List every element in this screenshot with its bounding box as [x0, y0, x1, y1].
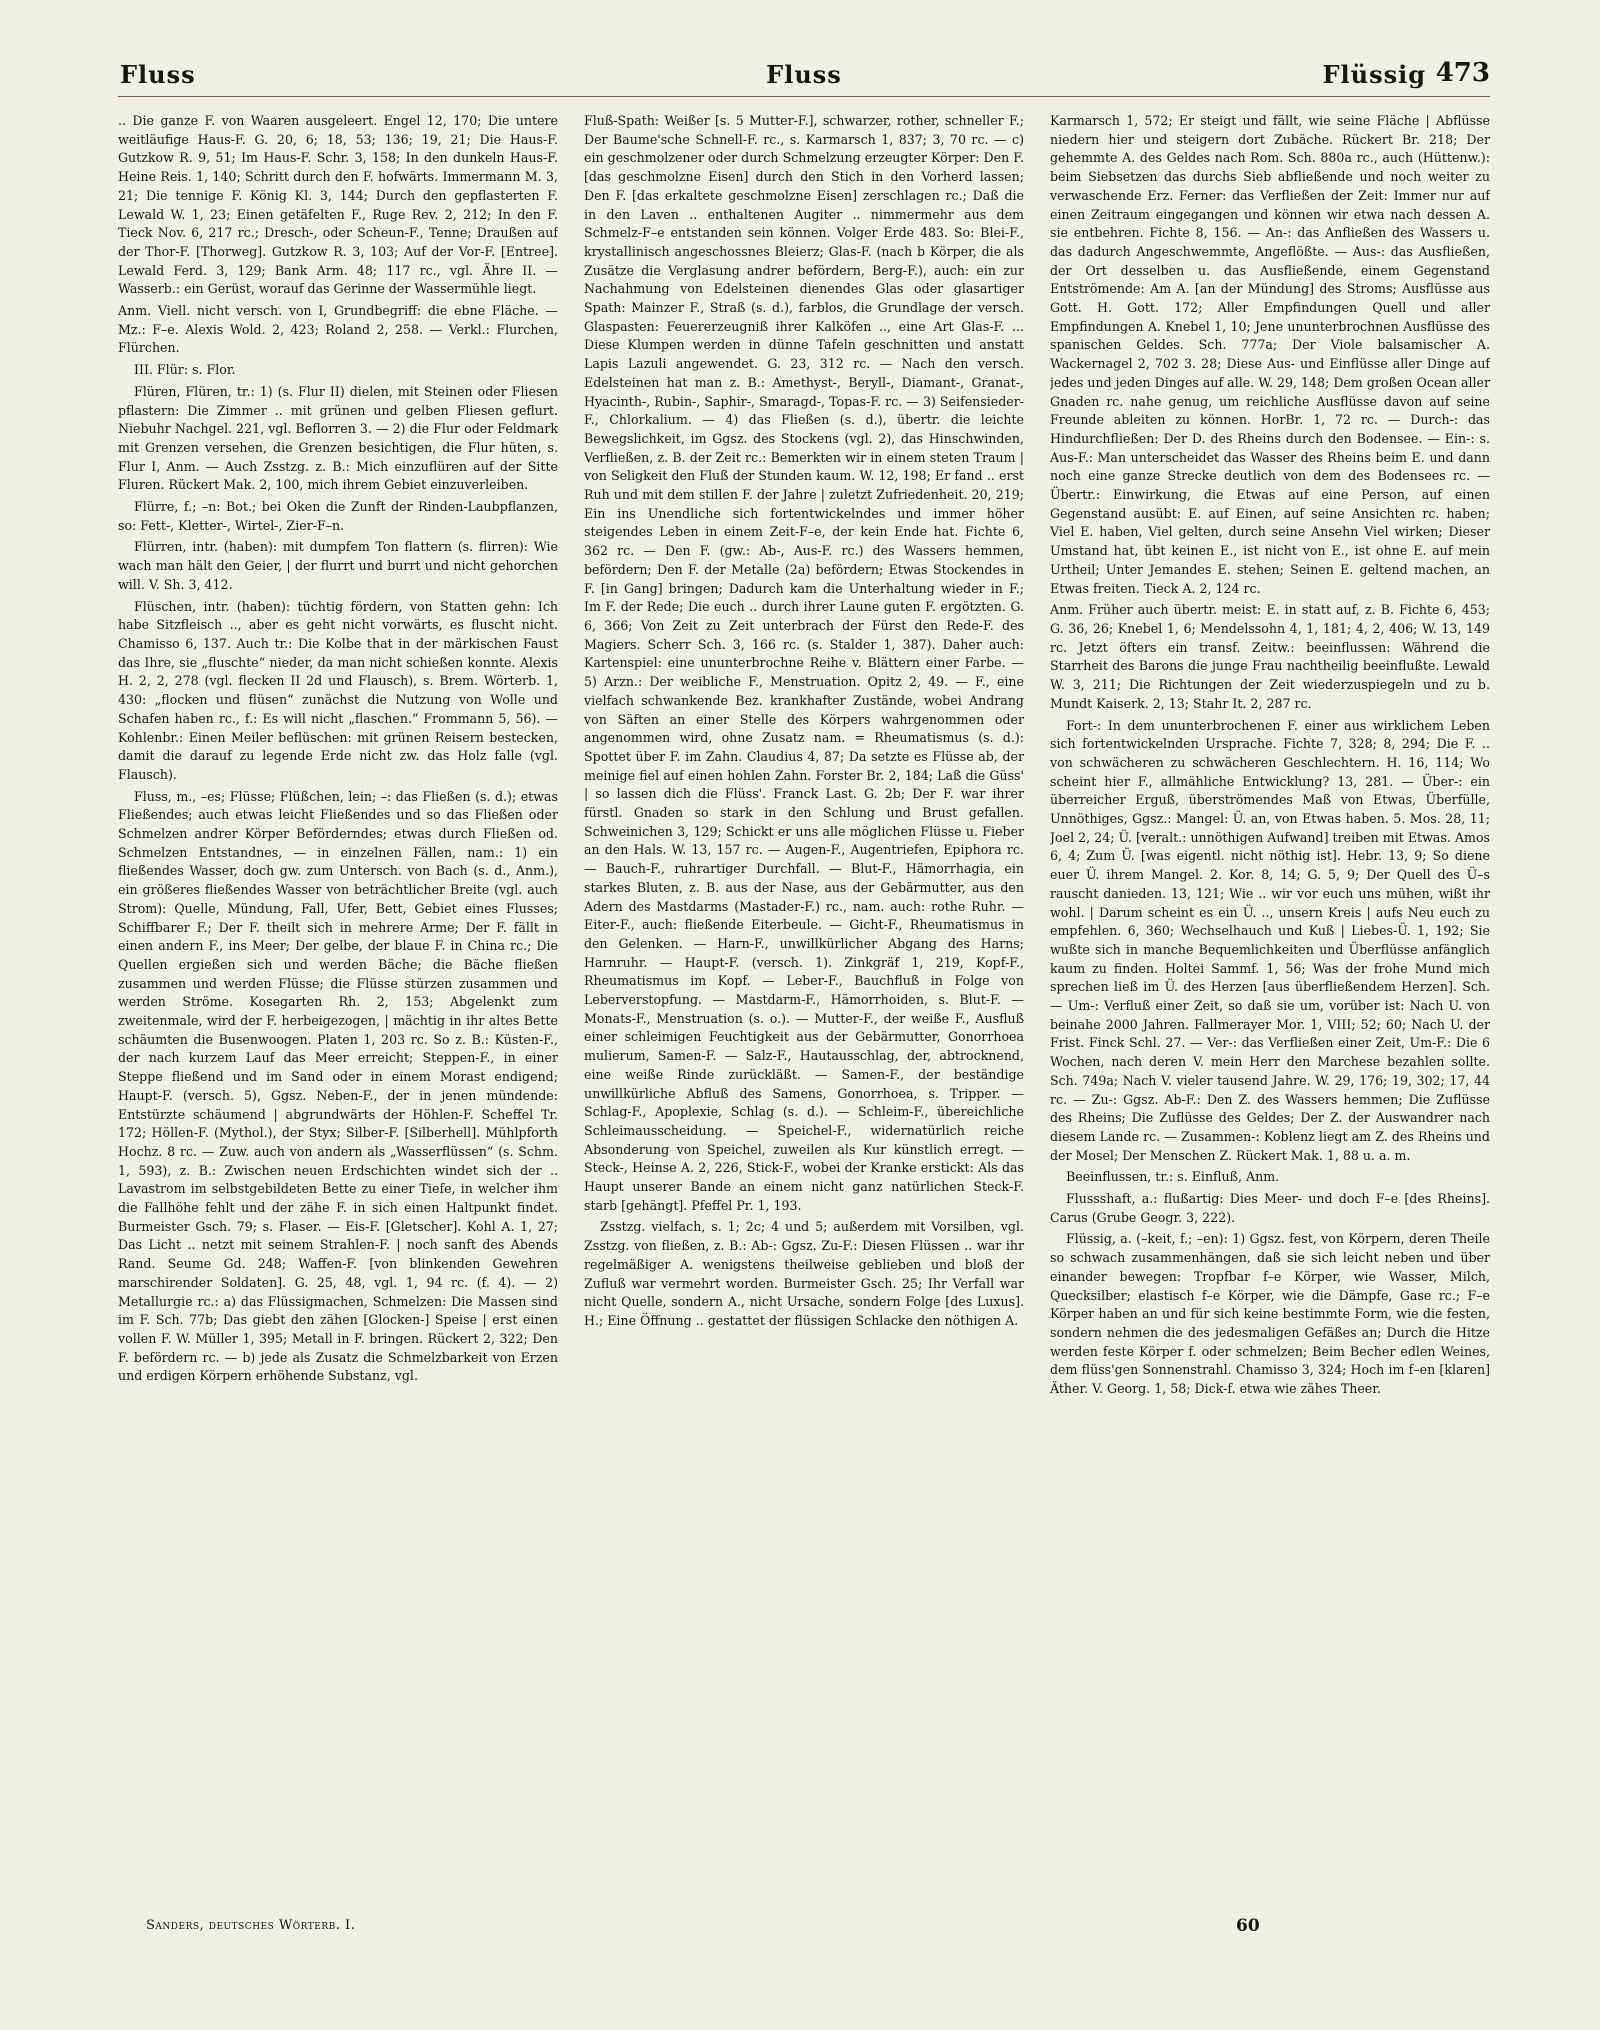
entry-continuation: Fluß-Spath: Weißer [s. 5 Mutter-F.], schwarzer, rother, schneller F.; Der Baume'sche Schnell-F. rc., s. Karmarsch 1, 837; 3, 70 rc. — c) ein geschmolzener oder durch Schmelzung erzeugter Körper: Den F. [das geschmolzne Eisen] durch den Stich in den Vorherd lassen; Den F. [das erkaltete geschmolzne Eisen] zerschlagen rc.; Daß die in den Laven .. enthaltenen Augiter .. nimmermehr aus dem Schmelz-F–e entstanden sein können. Volger Erde 483. So: Blei-F., krystallinisch angeschossnes Bleierz; Glas-F. (nach b Körper, die als Zusätze die Verglasung andrer befördern, Berg-F.), auch: ein zur Nachahmung von Edelsteinen dienendes Glas oder glasartiger Spath: Mainzer F., Straß (s. d.), farblos, die Grundlage der versch. Glaspasten: Feuererzeugniß ihrer Kalköfen .., eine Art Glas-F. ... Diese Klumpen werden in dünne Tafeln geschnitten und anstatt Lapis Lazuli angewendet. G. 23, 312 rc. — Nach den versch. Edelsteinen hat man z. B.: Amethyst-, Beryll-, Diamant-, Granat-, Hyacinth-, Rubin-, Saphir-, Smaragd-, Topas-F. rc. — 3) Seifensieder-F., Chlorkalium. — 4) das Fließen (s. d.), übertr. die leichte Bewegslichkeit, im Ggsz. des Stockens (vgl. 2), das Hinschwinden, Verfließen, z. B. der Zeit rc.: Bemerkten wir in einem steten Traum | von Seligkeit den Fluß der Stunden kaum. W. 12, 198; Er fand .. erst Ruh und mit dem stillen F. der Jahre | zuletzt Zufriedenheit. 20, 219; Ein ins Unendliche sich fortentwickelndes und immer höher steigendes Leben in einem Zeit-F–e, der kein Ende hat. Fichte 6, 362 rc. — Den F. (gw.: Ab-, Aus-F. rc.) des Wassers hemmen, befördern; Den F. der Metalle (2a) befördern; Etwas Stockendes in F. [in Gang] bringen; Dadurch kam die Unterhaltung wieder in F.; Im F. der Rede; Die euch .. durch ihrer Laune guten F. ergötzten. G. 6, 366; Von Zeit zu Zeit unterbrach der Fürst den Rede-F. des Magiers. Scherr Sch. 3, 166 rc. (s. Stalder 1, 387). Daher auch: Kartenspiel: eine ununterbrochne Reihe v. Blättern einer Farbe. — 5) Arzn.: Der weibliche F., Menstruation. Opitz 2, 49. — F., eine vielfach schwankende Bez. krankhafter Zustände, wobei Andrang von Säften an einer Stelle des Körpers wahrgenommen oder angenommen wird, ohne Zusatz nam. = Rheumatismus (s. d.): Spottet über F. im Zahn. Claudius 4, 87; Da setzte es Flüsse ab, der meinige fiel auf einen hohlen Zahn. Forster Br. 2, 184; Laß die Güss' | so lassen dich die Flüss'. Franck Last. G. 2b; Der F. war ihrer fürstl. Gnaden so stark in den Schlung und Brust gefallen. Schweinichen 3, 129; Schickt er uns alle möglichen Flüsse u. Fieber an den Hals. W. 13, 157 rc. — Augen-F., Augentriefen, Epiphora rc. — Bauch-F., ruhrartiger Durchfall. — Blut-F., Hämorrhagia, ein starkes Bluten, z. B. aus der Nase, aus der Gebärmutter, aus den Adern des Mastdarms (Mastader-F.) rc., nam. auch: rothe Ruhr. — Eiter-F., auch: fließende Eiterbeule. — Gicht-F., Rheumatismus in den Gelenken. — Harn-F., unwillkürlicher Abgang des Harns; Harnruhr. — Haupt-F. (versch. 1). Zinkgräf 1, 219, Kopf-F., Rheumatismus im Kopf. — Leber-F., Bauchfluß in Folge von Leberverstopfung. — Mastdarm-F., Hämorrhoiden, s. Blut-F. — Monats-F., Menstruation (s. o.). — Mutter-F., der weiße F., Ausfluß einer schleimigen Feuchtigkeit aus der Gebärmutter, Gonorrhoea mulierum, Samen-F. — Salz-F., Hautausschlag, der, abtrocknend, eine weiße Rinde zurückläßt. — Samen-F., der beständige unwillkürliche Abfluß des Samens, Gonorrhoea, s. Tripper. — Schlag-F., Apoplexie, Schlag (s. d.). — Schleim-F., übereichliche Schleimausscheidung. — Speichel-F., widernatürlich reiche Absonderung von Speichel, zuweilen als Kur künstlich erregt. — Steck-, Heinse A. 2, 226, Stick-F., wobei der Kranke erstickt: Als das Haupt unserer Bande an einem nicht ganz natürlichen Steck-F. starb [gehängt]. Pfeffel Pr. 1, 193.	[584, 113, 1024, 1213]
running-head-center: Fluss	[766, 60, 842, 89]
column-3	[1050, 112, 1490, 1912]
footer-title: Sanders, deutsches Wörterb. I.	[146, 1918, 356, 1933]
entry-continuation: Karmarsch 1, 572; Er steigt und fällt, wie seine Fläche | Abflüsse niedern hier und steigern dort Zubäche. Rückert Br. 218; Der gehemmte A. des Geldes nach Rom. Sch. 880a rc., auch (Hüttenw.): beim Siebsetzen das durchs Sieb abfließende und noch weiter zu verwaschende Erz. Ferner: das Verfließen der Zeit: Immer nur auf einen Zeitraum eingegangen und können wir etwa nach dessen A. sie entbehren. Fichte 8, 156. — An-: das Anfließen des Wassers u. das dadurch Angeschwemmte, Angeflößte. — Aus-: das Ausfließen, der Ort desselben u. das Ausfließende, einem Gegenstand Entströmende: Am A. [an der Mündung] des Stroms; Ausflüsse aus Gott. H. Gott. 172; Aller Empfindungen Quell und aller Empfindungen A. Knebel 1, 10; Jene ununterbrochnen Ausflüsse des spanischen Geldes. Sch. 777a; Der Viole balsamischer A. Wackernagel 2, 702 3. 28; Diese Aus- und Einflüsse aller Dinge auf jedes und jeden Dinges auf alle. W. 29, 148; Dem großen Ocean aller Gnaden rc. nahe genug, um reichliche Ausflüsse davon auf seine Freunde ableiten zu können. HorBr. 1, 72 rc. — Durch-: das Hindurchfließen: Der D. des Rheins durch den Bodensee. — Ein-: s. Aus-F.: Man unterscheidet das Wasser des Rheins beim E. und dann noch eine ganze Strecke deutlich von dem des Bodensees rc. — Übertr.: Einwirkung, die Etwas auf eine Person, auf einen Gegenstand ausübt: E. auf Einen, auf seine Ansichten rc. haben; Viel E. haben, Viel gelten, durch seine Ansehn Viel wirken; Dieser Umstand hat, übt keinen E., ist nicht von E., ist ohne E. auf mein Urtheil; Unter Jemandes E. stehen; Seinen E. geltend machen, an Etwas freiten. Tieck A. 2, 124 rc.	[1050, 113, 1490, 596]
text-columns	[118, 112, 1490, 1912]
dictionary-entry: Fluss, m., –es; Flüsse; Flüßchen, lein; –: das Fließen (s. d.); etwas Fließendes; auch etwas leicht Fließendes und so das Fließen oder Schmelzen andrer Körper Beförderndes; etwas durch Fließen od. Schmelzen Entstandnes, — in einzelnen Fällen, nam.: 1) ein fließendes Wasser, doch gw. zum Untersch. von Bach (s. d., Anm.), ein größeres fließendes Wasser von beträchtlicher Breite (vgl. auch Strom): Quelle, Mündung, Fall, Ufer, Bett, Gebiet eines Flusses; Schiffbarer F.; Der F. theilt sich in mehrere Arme; Der F. fällt in einen andern F., ins Meer; Der gelbe, der blaue F. in China rc.; Die Quellen ergießen sich und werden Bäche; die Bäche fließen zusammen und werden Flüsse; die Flüsse stürzen zusammen und werden Ströme. Kosegarten Rh. 2, 153; Abgelenkt zum zweitenmale, wird der F. herbeigezogen, | mächtig in ihr altes Bette schäumten die Busenwoogen. Platen 1, 203 rc. So z. B.: Küsten-F., der nach kurzem Lauf das Meer erreicht; Steppen-F., in einer Steppe fließend und im Sand oder in einem Morast endigend; Haupt-F. (versch. 5), Ggsz. Neben-F., der in jenen mündende: Entstürzte schäumend | abgrundwärts der Höhlen-F. Scheffel Tr. 172; Höllen-F. (Mythol.), der Styx; Silber-F. [Silberhell]. Mühlpforth Hochz. 8 rc. — Zuw. auch von andern als „Wasserflüssen“ (s. Schm. 1, 593), z. B.: Zwischen neuen Erdschichten windet sich der .. Lavastrom im selbstgebildeten Bette zu einer Tiefe, in welcher ihm die Fallhöhe fehlt und der zähe F. in sich einen Haltpunkt findet. Burmeister Gsch. 79; s. Flaser. — Eis-F. [Gletscher]. Kohl A. 1, 27; Das Licht .. netzt mit seinem Strahlen-F. | noch sanft des Abends Rand. Seume Gd. 248; Waffen-F. [von blinkenden Gewehren marschirender Soldaten]. G. 25, 48, vgl. 1, 94 rc. (f. 4). — 2) Metallurgie rc.: a) das Flüssigmachen, Schmelzen: Die Massen sind im F. Sch. 77b; Das giebt den zähen [Glocken-] Speise | erst einen vollen F. W. Müller 1, 395; Metall in F. bringen. Rückert 2, 322; Den F. befördern rc. — b) jede als Zusatz die Schmelzbarkeit von Erzen und erdigen Körpern erhöhende Substanz, vgl.	[118, 788, 558, 1384]
dictionary-entry: Flüren, Flüren, tr.: 1) (s. Flur II) dielen, mit Steinen oder Fliesen pflastern: Die Zimmer .. mit grünen und gelben Fliesen geflurt. Niebuhr Nachgel. 221, vgl. Beflorren 3. — 2) die Flur oder Feldmark mit Grenzen versehen, die Grenzen besichtigen, die Flur hüten, s. Flur I, Anm. — Auch Zsstzg. z. B.: Mich einzuflüren auf der Sitte Fluren. Rückert Mak. 2, 100, mich ihrem Gebiet einzuverleiben.	[118, 383, 558, 493]
entry-continuation: Anm. Viell. nicht versch. von I, Grundbegriff: die ebne Fläche. — Mz.: F–e. Alexis Wold. 2, 423; Roland 2, 258. — Verkl.: Flurchen, Flürchen.	[118, 303, 558, 356]
dictionary-entry: Zsstzg. vielfach, s. 1; 2c; 4 und 5; außerdem mit Vorsilben, vgl. Zsstzg. von fließen, z. B.: Ab-: Ggsz. Zu-F.: Diesen Flüssen .. war ihr regelmäßiger A. wenigstens theilweise geblieben und bloß der Zufluß war vermehrt worden. Burmeister Gsch. 25; Ihr Verfall war nicht Quelle, sondern A., nicht Ursache, sondern Folge [des Luxus]. H.; Eine Öffnung .. gestattet der flüssigen Schlacke den nöthigen A.	[584, 1219, 1024, 1328]
running-head-right: Flüssig	[1322, 60, 1426, 89]
dictionary-entry: Flussshaft, a.: flußartig: Dies Meer- und doch F–e [des Rheins]. Carus (Grube Geogr. 3, 222).	[1050, 1191, 1490, 1225]
column-2	[584, 112, 1024, 1912]
running-head	[118, 56, 1490, 97]
entry-continuation: .. Die ganze F. von Waaren ausgeleert. Engel 12, 170; Die untere weitläufige Haus-F. G. 20, 6; 18, 53; 136; 19, 21; Die Haus-F. Gutzkow R. 9, 51; Im Haus-F. Schr. 3, 158; In den dunkeln Haus-F. Heine Reis. 1, 140; Schritt durch den F. hofwärts. Immermann M. 3, 21; Die tennige F. König Kl. 3, 144; Durch den gepflasterten F. Lewald W. 1, 23; Einen getäfelten F., Ruge Rev. 2, 212; In den F. Tieck Nov. 6, 217 rc.; Dresch-, oder Scheun-F., Tenne; Draußen auf der Thor-F. [Thorweg]. Gutzkow R. 3, 103; Auf der Vor-F. [Entree]. Lewald Ferd. 3, 129; Bank Arm. 48; 117 rc., vgl. Ähre II. — Wasserb.: ein Gerüst, worauf das Gerinne der Wassermühle liegt.	[118, 113, 558, 297]
running-head-left: Fluss	[120, 60, 196, 89]
column-1	[118, 112, 558, 1912]
dictionary-entry: Flüssig, a. (–keit, f.; –en): 1) Ggsz. fest, von Körpern, deren Theile so schwach zusammenhängen, daß sie sich leicht neben und über einander bewegen: Tropfbar f–e Körper, wie Wasser, Milch, Quecksilber; elastisch f–e Körper, wie die Dämpfe, Gase rc.; F–e Körper haben an und für sich keine bestimmte Form, wie die festen, sondern nehmen die des jedesmaligen Gefäßes an; Durch die Hitze werden feste Körper f. oder schmelzen; Beim Becher edlen Weines, dem flüss'gen Sonnenstrahl. Chamisso 3, 324; Hoch im f–en [klaren] Äther. V. Georg. 1, 58; Dick-f. etwa wie zähes Theer.	[1050, 1231, 1490, 1397]
dictionary-entry: Flürren, intr. (haben): mit dumpfem Ton flattern (s. flirren): Wie wach man hält den Geier, | der flurrt und burrt und nicht gehorchen will. V. Sh. 3, 412.	[118, 539, 558, 592]
dictionary-entry: Flüschen, intr. (haben): tüchtig fördern, von Statten gehn: Ich habe Sitzfleisch .., aber es geht nicht vorwärts, es fluscht nicht. Chamisso 6, 137. Auch tr.: Die Kolbe that in der märkischen Faust das Ihre, sie „fluschte“ nieder, da man nicht schießen konnte. Alexis H. 2, 2, 278 (vgl. flecken II 2d und Flausch), s. Brem. Wörterb. 1, 430: „flocken und flüsen“ zunächst die Nutzung von Wolle und Schafen haben rc., f.: Es will nicht „flaschen.“ Frommann 5, 56). — Kohlenbr.: Einen Meiler beflüschen: mit grünen Reisern bestecken, damit die darauf zu legende Erde nicht zw. das Holz falle (vgl. Flausch).	[118, 598, 558, 782]
dictionary-entry: Flürre, f.; –n: Bot.; bei Oken die Zunft der Rinden-Laubpflanzen, so: Fett-, Kletter-, Wirtel-, Zier-F–n.	[118, 499, 558, 533]
dictionary-entry: Beeinflussen, tr.: s. Einfluß, Anm.	[1066, 1169, 1280, 1185]
signature-mark: 60	[1236, 1916, 1260, 1936]
dictionary-entry: III. Flür: s. Flor.	[134, 362, 236, 378]
entry-continuation: Anm. Früher auch übertr. meist: E. in statt auf, z. B. Fichte 6, 453; G. 36, 26; Knebel 1, 6; Mendelssohn 4, 1, 181; 4, 2, 406; W. 13, 149 rc. Jetzt öfters ein transf. Zeitw.: beeinflussen: Während die Starrheit des Barons die junge Frau nachtheilig beeinflußte. Lewald W. 3, 211; Die Richtungen der Zeit wiederzuspiegeln und zu b. Mundt Kaiserk. 2, 13; Stahr It. 2, 287 rc.	[1050, 602, 1490, 711]
page-number: 473	[1435, 58, 1490, 88]
dictionary-entry: Fort-: In dem ununterbrochenen F. einer aus wirklichem Leben sich fortentwickelnden Ursprache. Fichte 7, 328; 8, 294; Die F. .. von schwächeren zu schwächeren Geschlechtern. H. 16, 114; Wo scheint hier F., allmähliche Entwicklung? 13, 281. — Über-: ein überreicher Erguß, überströmendes Maß von Etwas, Überfülle, Unnöthiges, Ggsz.: Mangel: Ü. an, von Etwas haben. 5. Mos. 28, 11; Joel 2, 24; Ü. [veralt.: unnöthigen Aufwand] treiben mit Etwas. Amos 6, 4; Zum Ü. [was eigentl. nicht nöthig ist]. Hebr. 13, 9; So diene euer Ü. ihrem Mangel. 2. Kor. 8, 14; G. 5, 9; Der Quell des Ü–s rauscht danieden. 13, 121; Wie .. wir vor euch uns mühen, wißt ihr wohl. | Darum scheint es ein Ü. .., unsern Kreis | aufs Neu euch zu empfehlen. 6, 360; Wechselhauch und Kuß | Liebes-Ü. 1, 192; Sie wußte sich in manche Bequemlichkeiten und Überflüsse anfänglich kaum zu finden. Holtei Sammf. 1, 56; Was der frohe Mund mich sprechen ließ im Ü. des Herzen [aus überfließendem Herzen]. Sch. — Um-: Verfluß einer Zeit, so daß sie um, vorüber ist: Nach U. von beinahe 2000 Jahren. Fallmerayer Mor. 1, VIII; 52; 60; Nach U. der Frist. Finck Schl. 27. — Ver-: das Verfließen einer Zeit, Um-F.: Die 6 Wochen, nach deren V. mein Herr den Marchese bezahlen sollte. Sch. 749a; Nach V. vieler tausend Jahre. W. 29, 176; 19, 302; 17, 44 rc. — Zu-: Ggsz. Ab-F.: Den Z. des Wassers hemmen; Die Zuflüsse des Rheins; Die Zuflüsse des Geldes; Der Z. der Auswandrer nach diesem Lande rc. — Zusammen-: Koblenz liegt am Z. des Rheins und der Mosel; Der Menschen Z. Rückert Mak. 1, 88 u. a. m.	[1050, 717, 1490, 1163]
